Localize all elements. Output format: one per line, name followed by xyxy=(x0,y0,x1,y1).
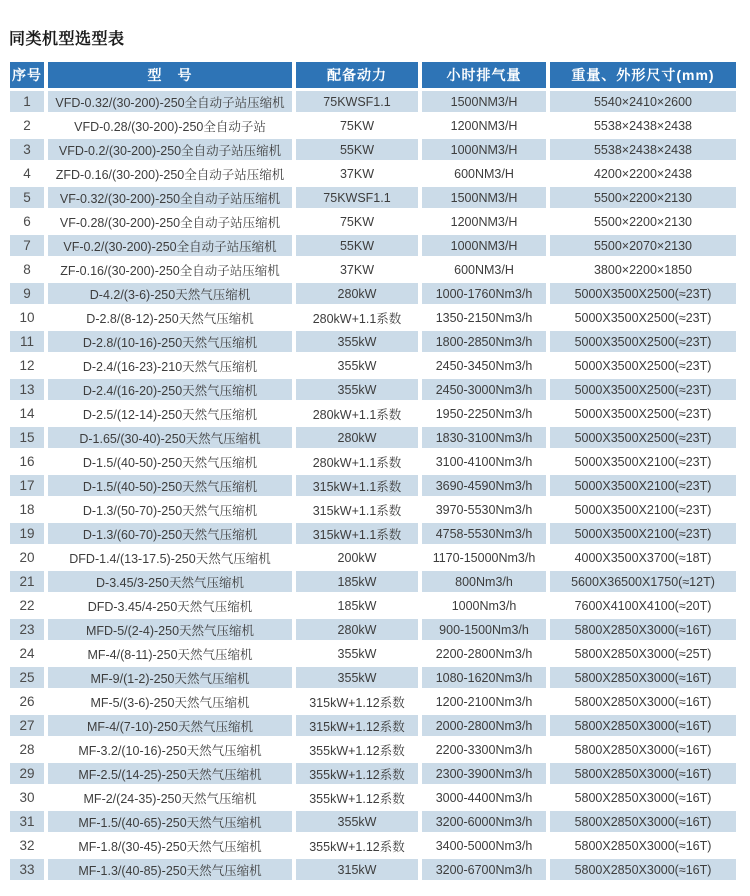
equipped-power-cell: 280kW xyxy=(296,619,418,640)
serial-number-cell: 29 xyxy=(10,763,44,784)
serial-number-cell: 17 xyxy=(10,475,44,496)
table-row xyxy=(10,499,736,520)
model-cell: DFD-3.45/4-250天然气压缩机 xyxy=(87,599,253,614)
serial-number-cell: 26 xyxy=(19,694,35,709)
equipped-power-cell: 355kW xyxy=(337,358,377,373)
serial-number-cell: 33 xyxy=(10,859,44,880)
table-row xyxy=(10,187,736,208)
table-header xyxy=(10,62,736,88)
equipped-power-cell: 315kW+1.12系数 xyxy=(309,695,405,710)
model-cell: MF-2.5/(14-25)-250天然气压缩机 xyxy=(48,763,292,784)
equipped-power-cell: 355kW+1.12系数 xyxy=(309,743,405,758)
weight-dimensions-cell: 4200×2200×2438 xyxy=(593,166,693,181)
page-title: 同类机型选型表 xyxy=(9,31,125,48)
equipped-power-cell: 185kW xyxy=(337,598,377,613)
serial-number-cell: 24 xyxy=(19,646,35,661)
serial-number-cell: 11 xyxy=(10,331,44,352)
table-row xyxy=(10,595,736,616)
hourly-displacement-cell: 1200NM3/H xyxy=(450,214,518,229)
hourly-displacement-cell: 1200NM3/H xyxy=(450,118,518,133)
hourly-displacement-cell: 1170-15000Nm3/h xyxy=(432,550,536,565)
hourly-displacement-cell: 3000-4400Nm3/h xyxy=(435,790,533,805)
weight-dimensions-cell: 5000X3500X2500(≈23T) xyxy=(550,427,736,448)
model-cell: MF-9/(1-2)-250天然气压缩机 xyxy=(48,667,292,688)
table-row xyxy=(10,139,736,160)
serial-number-cell: 20 xyxy=(19,550,35,565)
model-cell: VFD-0.32/(30-200)-250全自动子站压缩机 xyxy=(48,91,292,112)
hourly-displacement-cell: 2450-3450Nm3/h xyxy=(435,358,533,373)
table-row xyxy=(10,835,736,856)
hourly-displacement-cell: 1500NM3/H xyxy=(422,187,546,208)
equipped-power-cell: 185kW xyxy=(296,571,418,592)
equipped-power-cell: 315kW xyxy=(296,859,418,880)
model-cell: ZF-0.16/(30-200)-250全自动子站压缩机 xyxy=(60,263,280,278)
table-row xyxy=(10,619,736,640)
model-cell: D-2.8/(10-16)-250天然气压缩机 xyxy=(48,331,292,352)
header-weight-dimensions: 重量、外形尺寸(mm) xyxy=(550,62,736,88)
serial-number-cell: 16 xyxy=(19,454,35,469)
hourly-displacement-cell: 600NM3/H xyxy=(454,166,514,181)
hourly-displacement-cell: 3690-4590Nm3/h xyxy=(422,475,546,496)
equipped-power-cell: 55KW xyxy=(296,235,418,256)
hourly-displacement-cell: 3970-5530Nm3/h xyxy=(435,502,533,517)
model-cell: D-2.5/(12-14)-250天然气压缩机 xyxy=(82,407,258,422)
equipped-power-cell: 315kW+1.1系数 xyxy=(296,523,418,544)
table-row xyxy=(10,859,736,880)
weight-dimensions-cell: 5540×2410×2600 xyxy=(550,91,736,112)
equipped-power-cell: 55KW xyxy=(296,139,418,160)
hourly-displacement-cell: 2200-2800Nm3/h xyxy=(435,646,533,661)
table-row xyxy=(10,235,736,256)
model-cell: VF-0.32/(30-200)-250全自动子站压缩机 xyxy=(48,187,292,208)
weight-dimensions-cell: 5800X2850X3000(≈16T) xyxy=(574,694,712,709)
weight-dimensions-cell: 5000X3500X2500(≈23T) xyxy=(550,379,736,400)
weight-dimensions-cell: 5000X3500X2500(≈23T) xyxy=(574,406,712,421)
table-header-row xyxy=(10,62,736,88)
equipped-power-cell: 37KW xyxy=(339,166,375,181)
model-cell: MF-1.8/(30-45)-250天然气压缩机 xyxy=(78,839,262,854)
serial-number-cell: 15 xyxy=(10,427,44,448)
model-cell: MF-2/(24-35)-250天然气压缩机 xyxy=(83,791,257,806)
serial-number-cell: 18 xyxy=(19,502,35,517)
model-cell: MF-1.5/(40-65)-250天然气压缩机 xyxy=(48,811,292,832)
weight-dimensions-cell: 5800X2850X3000(≈25T) xyxy=(574,646,712,661)
weight-dimensions-cell: 5800X2850X3000(≈16T) xyxy=(550,859,736,880)
model-cell: D-2.8/(8-12)-250天然气压缩机 xyxy=(86,311,254,326)
serial-number-cell: 9 xyxy=(10,283,44,304)
serial-number-cell: 13 xyxy=(10,379,44,400)
model-cell: D-3.45/3-250天然气压缩机 xyxy=(48,571,292,592)
table-row xyxy=(10,283,736,304)
model-cell: D-2.4/(16-20)-250天然气压缩机 xyxy=(48,379,292,400)
hourly-displacement-cell: 2200-3300Nm3/h xyxy=(435,742,533,757)
model-cell: MF-4/(7-10)-250天然气压缩机 xyxy=(48,715,292,736)
equipped-power-cell: 355kW+1.12系数 xyxy=(309,839,405,854)
weight-dimensions-cell: 5800X2850X3000(≈16T) xyxy=(550,667,736,688)
weight-dimensions-cell: 5800X2850X3000(≈16T) xyxy=(550,763,736,784)
model-cell: MF-4/(8-11)-250天然气压缩机 xyxy=(87,647,253,662)
weight-dimensions-cell: 5500×2070×2130 xyxy=(550,235,736,256)
model-cell: VF-0.2/(30-200)-250全自动子站压缩机 xyxy=(48,235,292,256)
model-cell: D-2.4/(16-23)-210天然气压缩机 xyxy=(82,359,258,374)
model-cell: VFD-0.2/(30-200)-250全自动子站压缩机 xyxy=(48,139,292,160)
table-row xyxy=(10,163,736,184)
equipped-power-cell: 200kW xyxy=(337,550,377,565)
equipped-power-cell: 355kW xyxy=(296,667,418,688)
header-hourly-displacement: 小时排气量 xyxy=(422,62,546,88)
equipped-power-cell: 315kW+1.1系数 xyxy=(296,475,418,496)
hourly-displacement-cell: 3100-4100Nm3/h xyxy=(435,454,533,469)
hourly-displacement-cell: 1080-1620Nm3/h xyxy=(422,667,546,688)
equipped-power-cell: 315kW+1.12系数 xyxy=(296,715,418,736)
weight-dimensions-cell: 5000X3500X2100(≈23T) xyxy=(550,475,736,496)
hourly-displacement-cell: 1350-2150Nm3/h xyxy=(435,310,533,325)
serial-number-cell: 25 xyxy=(10,667,44,688)
equipped-power-cell: 75KWSF1.1 xyxy=(296,187,418,208)
model-cell: VF-0.28/(30-200)-250全自动子站压缩机 xyxy=(59,215,281,230)
hourly-displacement-cell: 1200-2100Nm3/h xyxy=(435,694,533,709)
table-row xyxy=(10,211,736,232)
model-cell: DFD-1.4/(13-17.5)-250天然气压缩机 xyxy=(69,551,271,566)
hourly-displacement-cell: 2000-2800Nm3/h xyxy=(422,715,546,736)
table-row xyxy=(10,547,736,568)
table-row xyxy=(10,667,736,688)
equipped-power-cell: 280kW+1.1系数 xyxy=(312,407,402,422)
weight-dimensions-cell: 5000X3500X2500(≈23T) xyxy=(550,331,736,352)
serial-number-cell: 2 xyxy=(23,118,31,133)
equipped-power-cell: 75KWSF1.1 xyxy=(296,91,418,112)
weight-dimensions-cell: 5538×2438×2438 xyxy=(550,139,736,160)
table-row xyxy=(10,739,736,760)
serial-number-cell: 10 xyxy=(19,310,35,325)
weight-dimensions-cell: 3800×2200×1850 xyxy=(593,262,693,277)
serial-number-cell: 32 xyxy=(19,838,35,853)
header-model: 型 号 xyxy=(48,62,292,88)
table-row xyxy=(10,115,736,136)
serial-number-cell: 30 xyxy=(19,790,35,805)
table-body xyxy=(10,91,736,880)
serial-number-cell: 3 xyxy=(10,139,44,160)
hourly-displacement-cell: 3200-6700Nm3/h xyxy=(422,859,546,880)
equipped-power-cell: 355kW xyxy=(296,811,418,832)
model-cell: D-4.2/(3-6)-250天然气压缩机 xyxy=(48,283,292,304)
weight-dimensions-cell: 4000X3500X3700(≈18T) xyxy=(574,550,712,565)
table-row xyxy=(10,691,736,712)
table-row xyxy=(10,787,736,808)
hourly-displacement-cell: 2450-3000Nm3/h xyxy=(422,379,546,400)
equipped-power-cell: 75KW xyxy=(339,118,375,133)
table-row xyxy=(10,811,736,832)
serial-number-cell: 14 xyxy=(19,406,35,421)
hourly-displacement-cell: 1830-3100Nm3/h xyxy=(422,427,546,448)
table-row xyxy=(10,379,736,400)
model-selection-table xyxy=(6,59,740,883)
weight-dimensions-cell: 5000X3500X2500(≈23T) xyxy=(574,310,712,325)
model-cell: MF-1.3/(40-85)-250天然气压缩机 xyxy=(48,859,292,880)
table-row xyxy=(10,763,736,784)
hourly-displacement-cell: 3400-5000Nm3/h xyxy=(435,838,533,853)
equipped-power-cell: 280kW xyxy=(296,283,418,304)
weight-dimensions-cell: 5500×2200×2130 xyxy=(593,214,693,229)
weight-dimensions-cell: 5000X3500X2500(≈23T) xyxy=(574,358,712,373)
table-row xyxy=(10,91,736,112)
serial-number-cell: 28 xyxy=(19,742,35,757)
header-serial-number: 序号 xyxy=(10,62,44,88)
table-row xyxy=(10,451,736,472)
serial-number-cell: 6 xyxy=(23,214,31,229)
equipped-power-cell: 280kW+1.1系数 xyxy=(312,455,402,470)
weight-dimensions-cell: 5000X3500X2500(≈23T) xyxy=(550,283,736,304)
serial-number-cell: 4 xyxy=(23,166,31,181)
model-cell: D-1.3/(50-70)-250天然气压缩机 xyxy=(82,503,258,518)
hourly-displacement-cell: 3200-6000Nm3/h xyxy=(422,811,546,832)
table-row xyxy=(10,475,736,496)
equipped-power-cell: 355kW xyxy=(296,331,418,352)
model-cell: D-1.65/(30-40)-250天然气压缩机 xyxy=(48,427,292,448)
hourly-displacement-cell: 1000-1760Nm3/h xyxy=(422,283,546,304)
weight-dimensions-cell: 5800X2850X3000(≈16T) xyxy=(574,742,712,757)
weight-dimensions-cell: 5800X2850X3000(≈16T) xyxy=(550,811,736,832)
hourly-displacement-cell: 800Nm3/h xyxy=(422,571,546,592)
serial-number-cell: 21 xyxy=(10,571,44,592)
hourly-displacement-cell: 900-1500Nm3/h xyxy=(422,619,546,640)
equipped-power-cell: 355kW+1.12系数 xyxy=(296,763,418,784)
serial-number-cell: 23 xyxy=(10,619,44,640)
table-row xyxy=(10,571,736,592)
model-cell: MFD-5/(2-4)-250天然气压缩机 xyxy=(48,619,292,640)
weight-dimensions-cell: 5538×2438×2438 xyxy=(593,118,693,133)
hourly-displacement-cell: 4758-5530Nm3/h xyxy=(422,523,546,544)
weight-dimensions-cell: 5000X3500X2100(≈23T) xyxy=(574,454,712,469)
equipped-power-cell: 315kW+1.1系数 xyxy=(312,503,402,518)
table-row xyxy=(10,307,736,328)
header-equipped-power: 配备动力 xyxy=(296,62,418,88)
equipped-power-cell: 75KW xyxy=(339,214,375,229)
table-row xyxy=(10,715,736,736)
serial-number-cell: 8 xyxy=(23,262,31,277)
table-row xyxy=(10,427,736,448)
model-cell: ZFD-0.16/(30-200)-250全自动子站压缩机 xyxy=(55,167,285,182)
weight-dimensions-cell: 5800X2850X3000(≈16T) xyxy=(550,715,736,736)
equipped-power-cell: 355kW xyxy=(337,646,377,661)
equipped-power-cell: 280kW+1.1系数 xyxy=(312,311,402,326)
serial-number-cell: 27 xyxy=(10,715,44,736)
hourly-displacement-cell: 600NM3/H xyxy=(454,262,514,277)
model-cell: D-1.3/(60-70)-250天然气压缩机 xyxy=(48,523,292,544)
weight-dimensions-cell: 7600X4100X4100(≈20T) xyxy=(574,598,712,613)
table-row xyxy=(10,643,736,664)
equipped-power-cell: 280kW xyxy=(296,427,418,448)
weight-dimensions-cell: 5800X2850X3000(≈16T) xyxy=(550,619,736,640)
hourly-displacement-cell: 1000NM3/H xyxy=(422,139,546,160)
serial-number-cell: 7 xyxy=(10,235,44,256)
model-cell: D-1.5/(40-50)-250天然气压缩机 xyxy=(82,455,258,470)
equipped-power-cell: 355kW+1.12系数 xyxy=(309,791,405,806)
weight-dimensions-cell: 5800X2850X3000(≈16T) xyxy=(574,838,712,853)
table-row xyxy=(10,523,736,544)
weight-dimensions-cell: 5000X3500X2100(≈23T) xyxy=(550,523,736,544)
weight-dimensions-cell: 5800X2850X3000(≈16T) xyxy=(574,790,712,805)
equipped-power-cell: 37KW xyxy=(339,262,375,277)
hourly-displacement-cell: 1000Nm3/h xyxy=(451,598,517,613)
model-cell: VFD-0.28/(30-200)-250全自动子站 xyxy=(74,119,266,134)
model-cell: MF-5/(3-6)-250天然气压缩机 xyxy=(90,695,250,710)
weight-dimensions-cell: 5600X36500X1750(≈12T) xyxy=(550,571,736,592)
table-row xyxy=(10,331,736,352)
table-row xyxy=(10,403,736,424)
hourly-displacement-cell: 1800-2850Nm3/h xyxy=(422,331,546,352)
serial-number-cell: 12 xyxy=(19,358,35,373)
table-row xyxy=(10,259,736,280)
serial-number-cell: 22 xyxy=(19,598,35,613)
hourly-displacement-cell: 1950-2250Nm3/h xyxy=(435,406,533,421)
hourly-displacement-cell: 1000NM3/H xyxy=(422,235,546,256)
table-row xyxy=(10,355,736,376)
equipped-power-cell: 355kW xyxy=(296,379,418,400)
hourly-displacement-cell: 1500NM3/H xyxy=(422,91,546,112)
weight-dimensions-cell: 5000X3500X2100(≈23T) xyxy=(574,502,712,517)
hourly-displacement-cell: 2300-3900Nm3/h xyxy=(422,763,546,784)
weight-dimensions-cell: 5500×2200×2130 xyxy=(550,187,736,208)
model-cell: D-1.5/(40-50)-250天然气压缩机 xyxy=(48,475,292,496)
serial-number-cell: 1 xyxy=(10,91,44,112)
serial-number-cell: 31 xyxy=(10,811,44,832)
model-cell: MF-3.2/(10-16)-250天然气压缩机 xyxy=(78,743,262,758)
serial-number-cell: 19 xyxy=(10,523,44,544)
serial-number-cell: 5 xyxy=(10,187,44,208)
